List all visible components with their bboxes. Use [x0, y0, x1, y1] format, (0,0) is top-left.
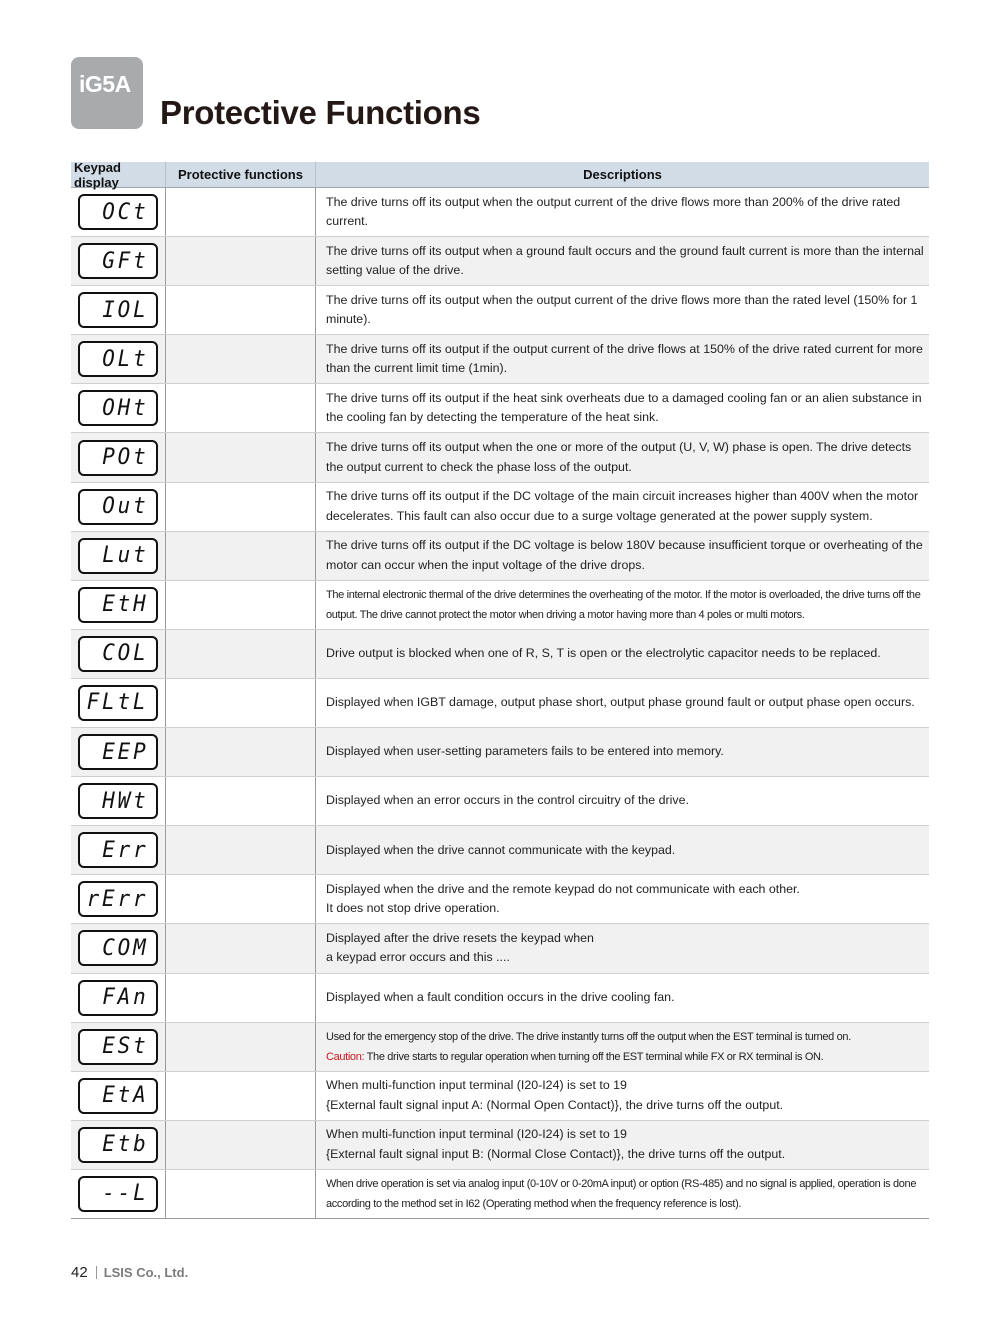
- protective-function-cell: [166, 1121, 316, 1169]
- description-line: The drive turns off its output when the output current of the drive flows more than the rated level (150% for 1 minute).: [326, 292, 918, 327]
- table-row: [71, 1023, 929, 1072]
- protective-function-cell: [166, 384, 316, 432]
- lcd-code: FAn: [102, 985, 149, 1011]
- lcd-display-icon: [78, 587, 158, 623]
- lcd-display-icon: [78, 194, 158, 230]
- lcd-display-icon: [78, 243, 158, 279]
- description-line: The drive turns off its output if the heat sink overheats due to a damaged cooling fan or an alien substance in the cooling fan by detecting the temperature of the heat sink.: [326, 390, 922, 425]
- table-row: [71, 728, 929, 777]
- keypad-display-cell: [71, 924, 166, 972]
- keypad-display-cell: [71, 237, 166, 285]
- protective-function-cell: [166, 335, 316, 383]
- description-line: Displayed after the drive resets the keypad when: [326, 930, 594, 945]
- lcd-code: EtH: [102, 592, 149, 618]
- lcd-code: OLt: [102, 346, 149, 372]
- protective-function-cell: [166, 924, 316, 972]
- keypad-display-cell: [71, 630, 166, 678]
- description-line: Displayed when IGBT damage, output phase short, output phase ground fault or output phase open occurs.: [326, 695, 915, 710]
- table-row: [71, 679, 929, 728]
- description-cell: [316, 433, 929, 481]
- keypad-display-cell: [71, 728, 166, 776]
- table-row: [71, 1121, 929, 1170]
- description-cell: [316, 679, 929, 727]
- description-line: It does not stop drive operation.: [326, 901, 500, 916]
- page-footer: [71, 1264, 188, 1281]
- protective-function-cell: [166, 433, 316, 481]
- keypad-display-cell: [71, 974, 166, 1022]
- lcd-display-icon: [78, 636, 158, 672]
- protective-function-cell: [166, 875, 316, 923]
- caution-text: The drive starts to regular operation when turning off the EST terminal while FX or RX terminal is ON.: [364, 1050, 824, 1063]
- description-line: The drive turns off its output if the output current of the drive flows at 150% of the drive rated current for more than the current limit time (1min).: [326, 341, 923, 376]
- lcd-display-icon: [78, 734, 158, 770]
- description-line: a keypad error occurs and this ....: [326, 950, 510, 965]
- protective-function-cell: [166, 188, 316, 236]
- caution-label: Caution:: [326, 1050, 365, 1063]
- description-line: Displayed when the drive and the remote keypad do not communicate with each other.: [326, 881, 800, 896]
- table-row: [71, 286, 929, 335]
- lcd-display-icon: [78, 1078, 158, 1114]
- table-row: [71, 777, 929, 826]
- keypad-display-cell: [71, 433, 166, 481]
- description-line: The drive turns off its output when the output current of the drive flows more than 200% of the drive rated current.: [326, 194, 901, 229]
- column-header-descriptions: Descriptions: [583, 167, 662, 182]
- column-header-protective-functions: Protective functions: [166, 162, 316, 187]
- keypad-display-cell: [71, 777, 166, 825]
- description-line: The drive turns off its output if the DC voltage of the main circuit increases higher than 400V when the motor decelerates. This fault can also occur due to a surge voltage generated at the power supply system.: [326, 489, 919, 523]
- description-cell: [316, 974, 929, 1022]
- description-cell: [316, 335, 929, 383]
- description-cell: [316, 875, 929, 923]
- keypad-display-cell: [71, 384, 166, 432]
- description-cell: [316, 728, 929, 776]
- table-row: [71, 532, 929, 581]
- description-line: The drive turns off its output if the DC voltage is below 180V because insufficient torque or overheating of the motor can occur when the input voltage of the drive drops.: [326, 538, 923, 572]
- description-cell: [316, 777, 929, 825]
- keypad-display-cell: [71, 826, 166, 874]
- lcd-code: POt: [102, 445, 149, 471]
- lcd-code: COM: [102, 935, 149, 961]
- protective-function-cell: [166, 483, 316, 531]
- description-line: The internal electronic thermal of the drive determines the overheating of the motor. If the motor is overloaded, the drive turns off the output. The drive cannot protect the motor when driving a motor having more than 4 poles or multi motors.: [326, 588, 921, 621]
- keypad-display-cell: [71, 581, 166, 629]
- description-line: When multi-function input terminal (I20-I24) is set to 19: [326, 1127, 627, 1142]
- description-line: The drive turns off its output when the one or more of the output (U, V, W) phase is open. The drive detects the output current to check the phase loss of the output.: [326, 440, 912, 474]
- description-cell: [316, 532, 929, 580]
- lcd-code: EtA: [102, 1083, 149, 1109]
- keypad-display-cell: [71, 286, 166, 334]
- keypad-display-cell: [71, 1121, 166, 1169]
- description-line: When multi-function input terminal (I20-I24) is set to 19: [326, 1078, 627, 1093]
- keypad-display-cell: [71, 335, 166, 383]
- table-row: [71, 335, 929, 384]
- description-cell: [316, 581, 929, 629]
- table-row: [71, 630, 929, 679]
- protective-function-cell: [166, 777, 316, 825]
- lcd-display-icon: [78, 783, 158, 819]
- description-line: When drive operation is set via analog input (0-10V or 0-20mA input) or option (RS-485) and no signal is applied, operation is done according to the method set in I62 (Operating method when the frequency reference is lost).: [326, 1177, 917, 1210]
- table-row: [71, 826, 929, 875]
- lcd-display-icon: [78, 980, 158, 1016]
- lcd-code: IOL: [102, 297, 149, 323]
- protective-function-cell: [166, 1170, 316, 1218]
- description-line: Displayed when user-setting parameters fails to be entered into memory.: [326, 744, 724, 759]
- company-name: LSIS Co., Ltd.: [103, 1265, 189, 1280]
- lcd-code: Err: [102, 837, 149, 863]
- protective-function-cell: [166, 679, 316, 727]
- lcd-code: OHt: [102, 395, 149, 421]
- lcd-display-icon: [78, 1127, 158, 1163]
- description-cell: [316, 924, 929, 972]
- table-row: [71, 581, 929, 630]
- protective-function-cell: [166, 728, 316, 776]
- table-row: [71, 1170, 929, 1219]
- lcd-code: ESt: [102, 1034, 149, 1060]
- lcd-code: Out: [102, 494, 149, 520]
- lcd-display-icon: [78, 489, 158, 525]
- keypad-display-cell: [71, 532, 166, 580]
- description-cell: [316, 1072, 929, 1120]
- protective-function-cell: [166, 532, 316, 580]
- lcd-code: rErr: [86, 886, 149, 912]
- lcd-display-icon: [78, 930, 158, 966]
- lcd-display-icon: [78, 440, 158, 476]
- table-row: [71, 875, 929, 924]
- description-cell: [316, 286, 929, 334]
- table-header: [71, 159, 929, 190]
- lcd-display-icon: [78, 832, 158, 868]
- lcd-display-icon: [78, 685, 158, 721]
- table-row: [71, 974, 929, 1023]
- table-row: [71, 384, 929, 433]
- description-cell: [316, 237, 929, 285]
- keypad-display-cell: [71, 679, 166, 727]
- description-cell: [316, 483, 929, 531]
- protective-function-cell: [166, 826, 316, 874]
- protective-function-cell: [166, 581, 316, 629]
- description-cell: [316, 630, 929, 678]
- description-cell: [316, 384, 929, 432]
- lcd-display-icon: [78, 292, 158, 328]
- description-line: Displayed when an error occurs in the control circuitry of the drive.: [326, 793, 689, 808]
- column-header-keypad: Keypad display: [71, 162, 166, 187]
- keypad-display-cell: [71, 483, 166, 531]
- keypad-display-cell: [71, 875, 166, 923]
- table-row: [71, 433, 929, 482]
- lcd-code: HWt: [102, 788, 149, 814]
- table-row: [71, 1072, 929, 1121]
- description-line: Used for the emergency stop of the drive. The drive instantly turns off the output when the EST terminal is turned on.: [326, 1030, 851, 1043]
- keypad-display-cell: [71, 1170, 166, 1218]
- lcd-display-icon: [78, 881, 158, 917]
- protective-function-cell: [166, 630, 316, 678]
- lcd-code: Lut: [102, 543, 149, 569]
- lcd-display-icon: [78, 341, 158, 377]
- description-line: Displayed when a fault condition occurs in the drive cooling fan.: [326, 989, 675, 1004]
- table-row: [71, 188, 929, 237]
- description-cell: [316, 1170, 929, 1218]
- description-cell: [316, 188, 929, 236]
- page-number: 42: [71, 1264, 88, 1281]
- protective-function-cell: [166, 1072, 316, 1120]
- lcd-code: GFt: [102, 248, 149, 274]
- protective-function-cell: [166, 286, 316, 334]
- description-cell: [316, 1023, 929, 1071]
- table-body: [71, 188, 929, 1219]
- lcd-display-icon: [78, 538, 158, 574]
- lcd-display-icon: [78, 390, 158, 426]
- lcd-code: OCt: [102, 199, 149, 225]
- lcd-code: --L: [102, 1181, 149, 1207]
- lcd-code: FLtL: [86, 690, 149, 716]
- lcd-code: Etb: [102, 1132, 149, 1158]
- description-line: Drive output is blocked when one of R, S, T is open or the electrolytic capacitor needs to be replaced.: [326, 646, 881, 661]
- footer-divider: [96, 1266, 97, 1279]
- protective-function-cell: [166, 237, 316, 285]
- page-title: Protective Functions: [160, 94, 481, 131]
- description-line: The drive turns off its output when a ground fault occurs and the ground fault current is more than the internal setting value of the drive.: [326, 243, 924, 278]
- description-line: {External fault signal input B: (Normal Close Contact)}, the drive turns off the output.: [326, 1146, 786, 1161]
- description-line: {External fault signal input A: (Normal Open Contact)}, the drive turns off the output.: [326, 1097, 784, 1112]
- lcd-display-icon: [78, 1176, 158, 1212]
- protective-function-cell: [166, 974, 316, 1022]
- table-row: [71, 483, 929, 532]
- product-badge: iG5A: [71, 57, 143, 129]
- protective-functions-table: [71, 159, 929, 1219]
- keypad-display-cell: [71, 1072, 166, 1120]
- lcd-code: EEP: [102, 739, 149, 765]
- lcd-display-icon: [78, 1029, 158, 1065]
- table-row: [71, 924, 929, 973]
- keypad-display-cell: [71, 1023, 166, 1071]
- keypad-display-cell: [71, 188, 166, 236]
- description-line: Displayed when the drive cannot communicate with the keypad.: [326, 842, 676, 857]
- caution-line: [326, 1047, 925, 1067]
- lcd-code: COL: [102, 641, 149, 667]
- table-row: [71, 237, 929, 286]
- protective-function-cell: [166, 1023, 316, 1071]
- description-cell: [316, 826, 929, 874]
- description-cell: [316, 1121, 929, 1169]
